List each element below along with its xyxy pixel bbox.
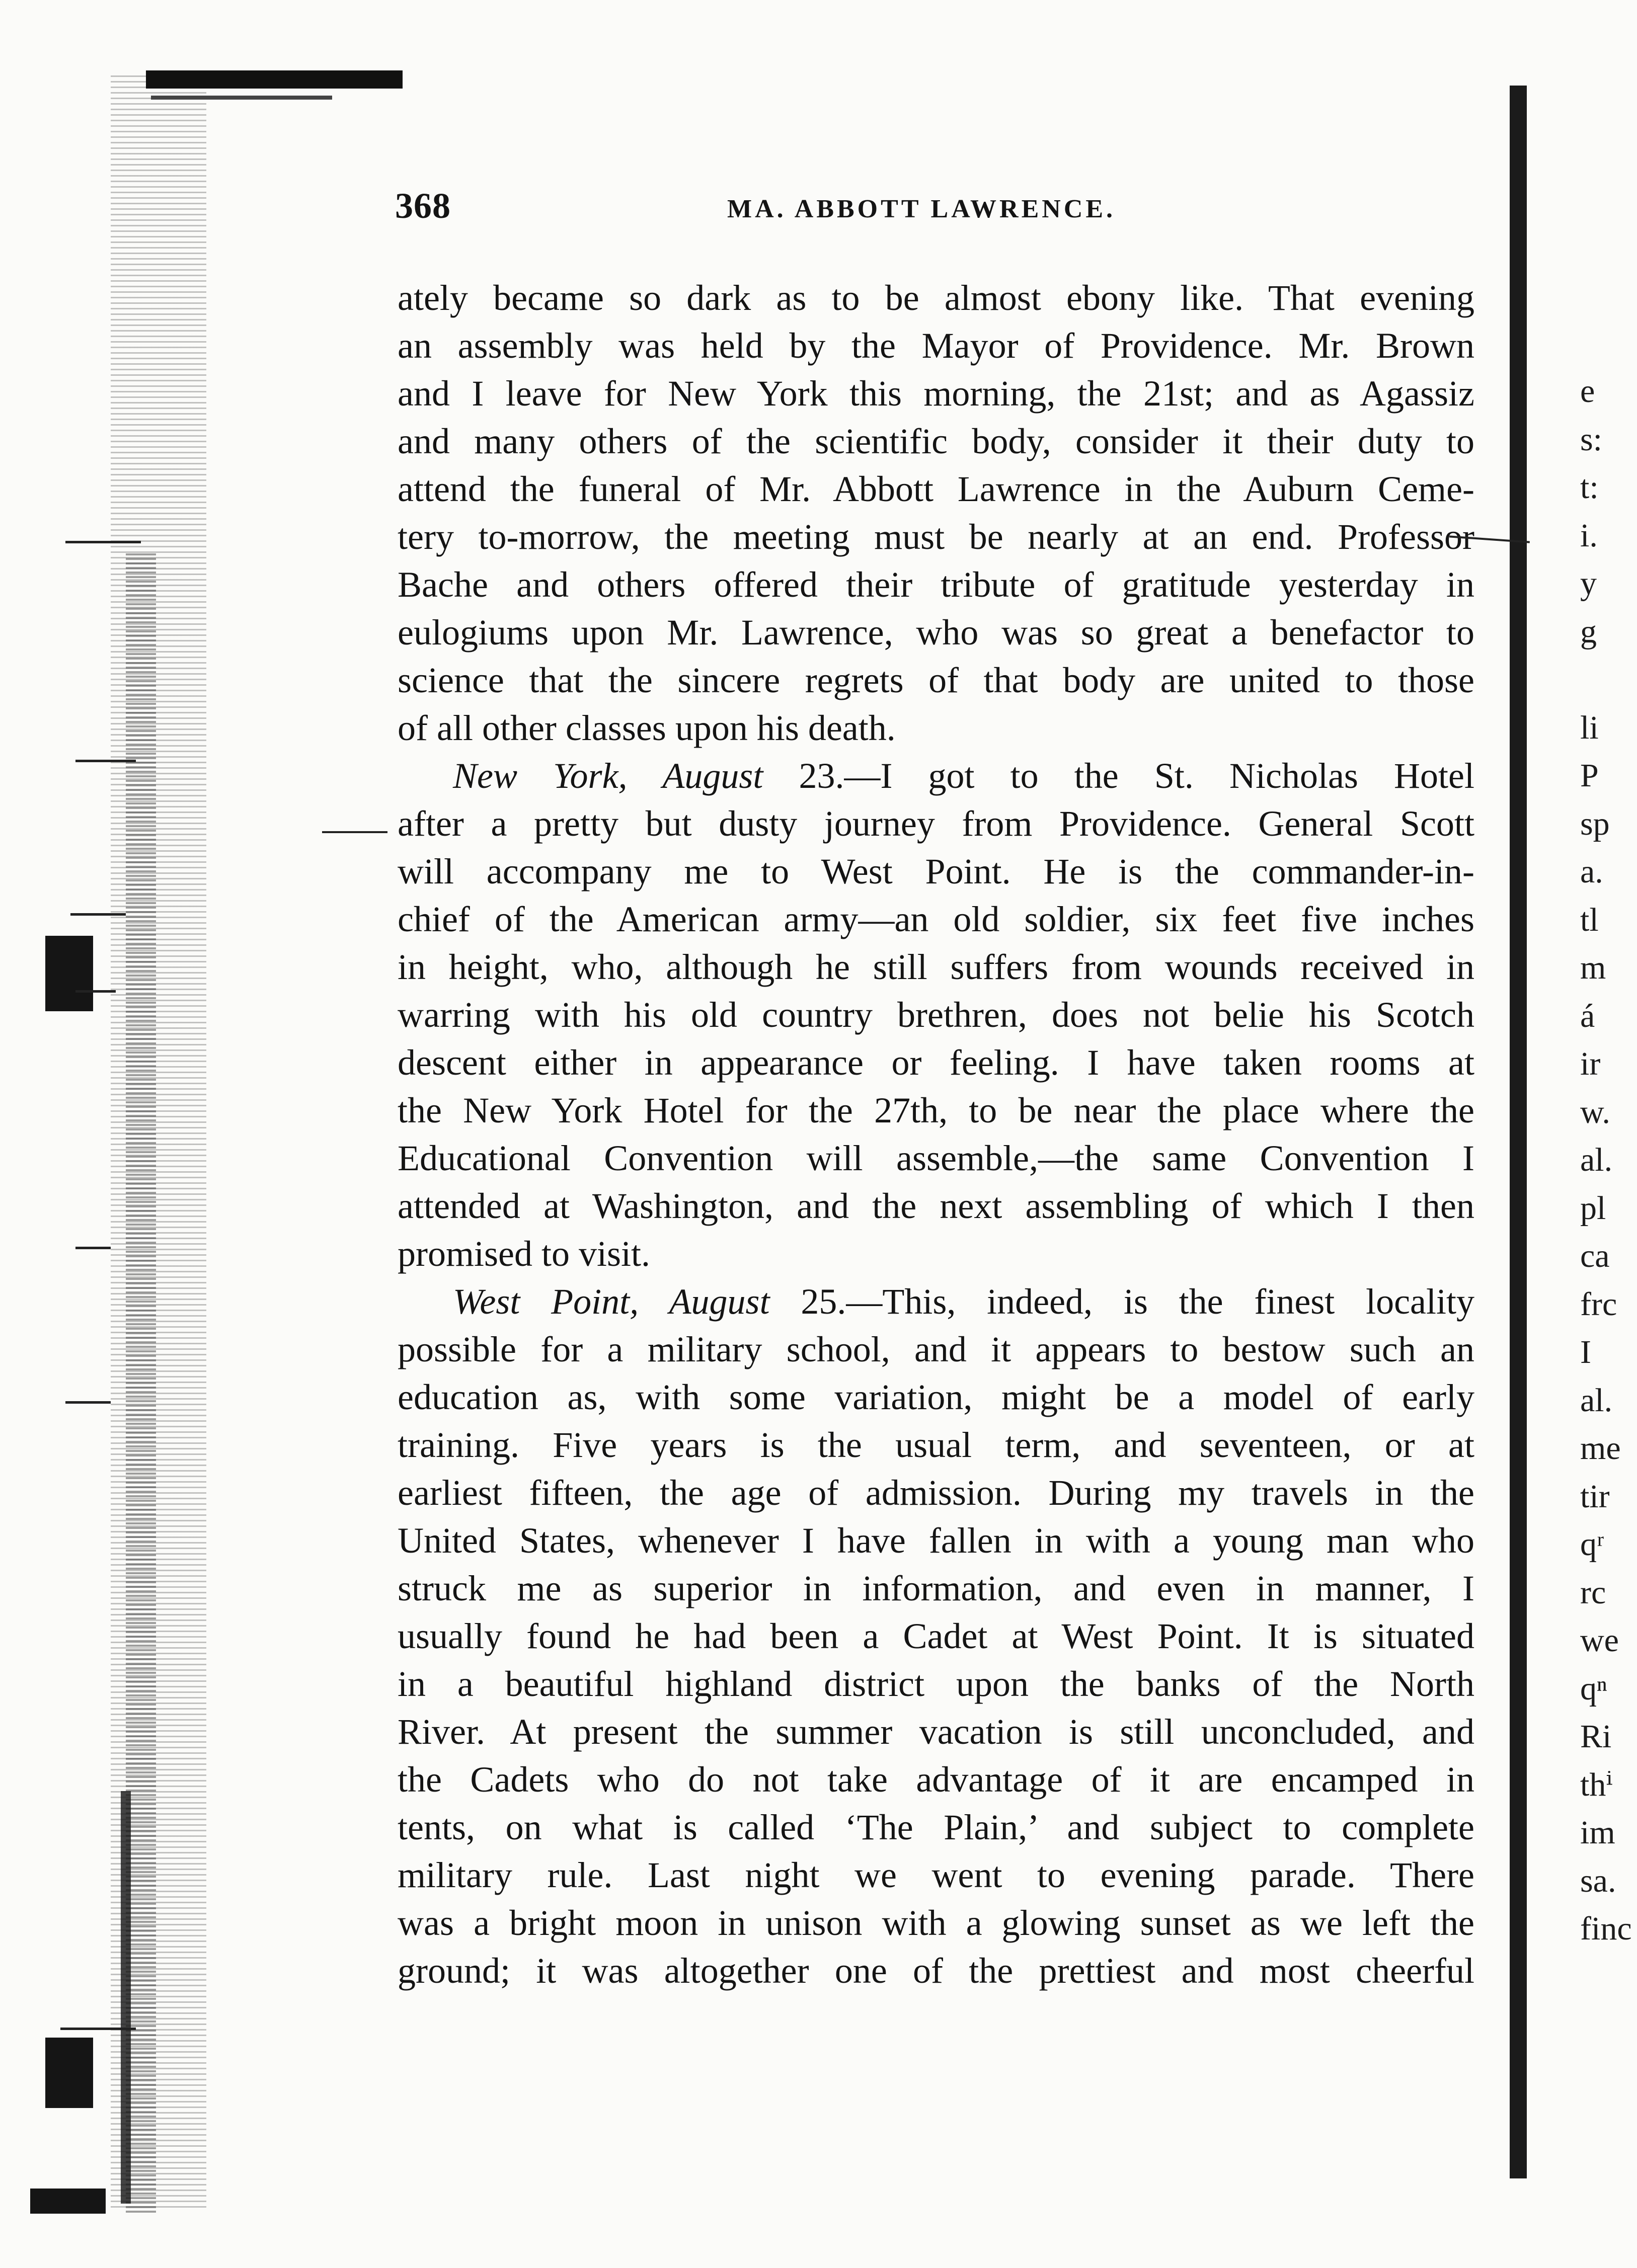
scan-gutter-bar (1510, 86, 1527, 2178)
scan-tick-mark (75, 990, 116, 993)
facing-fragment: ir (1580, 1045, 1601, 1082)
facing-fragment: tl (1580, 902, 1599, 938)
facing-fragment: P (1580, 757, 1599, 794)
facing-fragment: w. (1580, 1094, 1610, 1130)
dated-entry-first-line (453, 1278, 1474, 1326)
scan-black-block (45, 2038, 93, 2108)
facing-page-fragments (1580, 0, 1637, 2268)
dated-entry-first-line (453, 752, 1474, 800)
facing-fragment: s: (1580, 421, 1603, 458)
dateline: West Point, August (453, 1281, 770, 1322)
scan-vertical-rule (121, 1791, 131, 2204)
dateline: New York, August (453, 756, 763, 796)
text-line: training. Five years is the usual term, and seventeen, or at (398, 1425, 1474, 1465)
entry-text: —This, indeed, is the finest locality (846, 1281, 1475, 1322)
facing-fragment: I (1580, 1334, 1591, 1370)
text-line: struck me as superior in information, and even in manner, I (398, 1568, 1474, 1608)
text-line: tents, on what is called ‘The Plain,’ and subject to complete (398, 1807, 1474, 1847)
scan-top-bar (146, 70, 403, 89)
text-line: science that the sincere regrets of that body are united to those (398, 660, 1474, 700)
facing-fragment: qʳ (1580, 1526, 1604, 1563)
text-line: descent either in appearance or feeling. I have taken rooms at (398, 1042, 1474, 1083)
facing-fragment: frc (1580, 1286, 1617, 1323)
facing-fragment: me (1580, 1430, 1621, 1467)
facing-fragment: e (1580, 373, 1595, 410)
facing-fragment: g (1580, 613, 1597, 650)
text-line: United States, whenever I have fallen in with a young man who (398, 1520, 1474, 1561)
text-line: ately became so dark as to be almost ebony like. That evening (398, 278, 1474, 318)
facing-fragment: we (1580, 1622, 1619, 1659)
text-line: warring with his old country brethren, does not belie his Scotch (398, 995, 1474, 1035)
scan-tick-mark (70, 913, 126, 916)
facing-fragment: li (1580, 709, 1599, 746)
facing-fragment: rc (1580, 1574, 1606, 1611)
text-line: chief of the American army—an old soldier, six feet five inches (398, 899, 1474, 939)
text-line: in height, who, although he still suffers from wounds received in (398, 947, 1474, 987)
facing-fragment: im (1580, 1814, 1615, 1851)
text-line: promised to visit. (398, 1234, 650, 1274)
facing-fragment: sp (1580, 805, 1610, 842)
text-line: after a pretty but dusty journey from Providence. General Scott (398, 803, 1474, 844)
text-line: will accompany me to West Point. He is the commander-in- (398, 851, 1474, 892)
text-line: River. At present the summer vacation is still unconcluded, and (398, 1712, 1474, 1752)
scan-top-bar-thin (151, 96, 332, 100)
scan-tick-mark (75, 760, 136, 762)
text-line: the New York Hotel for the 27th, to be near the place where the (398, 1090, 1474, 1130)
entry-text: —I got to the St. Nicholas Hotel (844, 756, 1474, 796)
facing-fragment: a. (1580, 853, 1603, 890)
text-line: an assembly was held by the Mayor of Providence. Mr. Brown (398, 326, 1474, 366)
facing-fragment: tir (1580, 1478, 1610, 1515)
facing-fragment: thⁱ (1580, 1766, 1613, 1803)
text-line: was a bright moon in unison with a glowing sunset as we left the (398, 1903, 1474, 1943)
text-line: attended at Washington, and the next assembling of which I then (398, 1186, 1474, 1226)
facing-fragment: al. (1580, 1382, 1613, 1419)
page-number: 368 (395, 186, 451, 226)
text-line: in a beautiful highland district upon the banks of the North (398, 1664, 1474, 1704)
text-line: Educational Convention will assemble,—the same Convention I (398, 1138, 1474, 1178)
facing-fragment: á (1580, 998, 1595, 1034)
scan-tick-mark (75, 1247, 111, 1249)
text-line: possible for a military school, and it appears to bestow such an (398, 1329, 1474, 1369)
scan-dash (322, 831, 387, 833)
facing-fragment: qⁿ (1580, 1670, 1607, 1707)
text-line: the Cadets who do not take advantage of it are encamped in (398, 1759, 1474, 1800)
text-line: of all other classes upon his death. (398, 708, 896, 748)
scan-tick-mark (65, 541, 141, 543)
facing-fragment: pl (1580, 1190, 1606, 1227)
text-line: military rule. Last night we went to evening parade. There (398, 1855, 1474, 1895)
scan-black-block (30, 2189, 106, 2214)
dateline-day: 23. (799, 756, 844, 796)
facing-fragment: sa. (1580, 1862, 1616, 1899)
dateline-day: 25. (801, 1281, 846, 1322)
facing-fragment: m (1580, 949, 1606, 986)
text-line: tery to-morrow, the meeting must be nearly at an end. Professor (398, 517, 1474, 557)
text-line: attend the funeral of Mr. Abbott Lawrence in the Auburn Ceme- (398, 469, 1474, 509)
text-line: and I leave for New York this morning, the 21st; and as Agassiz (398, 373, 1474, 414)
running-head: MA. ABBOTT LAWRENCE. (727, 195, 1116, 223)
facing-fragment: ca (1580, 1238, 1610, 1274)
text-line: usually found he had been a Cadet at West Point. It is situated (398, 1616, 1474, 1656)
facing-fragment: i. (1580, 517, 1598, 554)
scan-black-block (45, 936, 93, 1011)
text-line: earliest fifteen, the age of admission. During my travels in the (398, 1473, 1474, 1513)
facing-fragment: al. (1580, 1142, 1613, 1178)
facing-fragment: t: (1580, 469, 1599, 506)
scan-tick-mark (60, 2028, 136, 2030)
scan-tick-mark (65, 1401, 111, 1404)
text-line: eulogiums upon Mr. Lawrence, who was so great a benefactor to (398, 612, 1474, 653)
facing-fragment: finc (1580, 1910, 1632, 1947)
facing-fragment: Ri (1580, 1718, 1612, 1755)
text-line: education as, with some variation, might be a model of early (398, 1377, 1474, 1417)
text-line: Bache and others offered their tribute of gratitude yesterday in (398, 564, 1474, 605)
facing-fragment: y (1580, 565, 1597, 602)
text-line: ground; it was altogether one of the prettiest and most cheerful (398, 1951, 1474, 1991)
text-line: and many others of the scientific body, consider it their duty to (398, 421, 1474, 461)
